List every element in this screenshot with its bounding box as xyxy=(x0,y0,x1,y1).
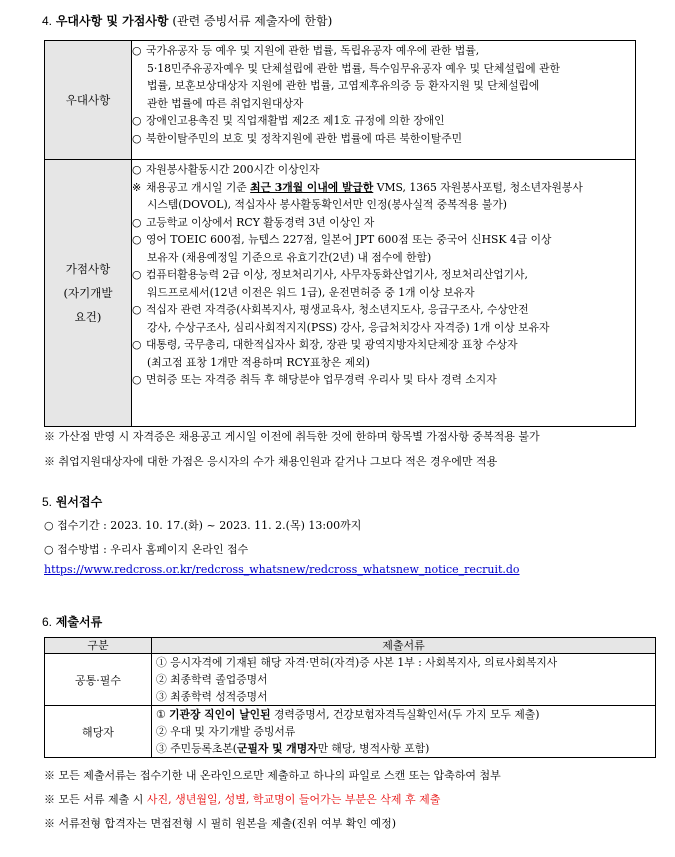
row-items-common xyxy=(152,654,656,706)
list-item: ① 응시자격에 기재된 해당 자격·면허(자격)증 사본 1부 : 사회복지사, 의료사회복지사 xyxy=(156,656,558,669)
row-label-common: 공통·필수 xyxy=(45,654,152,706)
list-item: 관한 법률에 따른 취업지원대상자 xyxy=(147,96,304,110)
list-item: ○ 고등학교 이상에서 RCY 활동경력 3년 이상인 자 xyxy=(132,215,375,229)
section-4-note-1: ※ 가산점 반영 시 자격증은 채용공고 게시일 이전에 취득한 것에 한하며 항목별 가점사항 중복적용 불가 xyxy=(44,430,540,443)
section-6-note-3: ※ 서류전형 합격자는 면접전형 시 필히 원본을 제출(진위 여부 확인 예정) xyxy=(44,817,397,830)
application-link[interactable]: https://www.redcross.or.kr/redcross_whatsnew/redcross_whatsnew_notice_recruit.do xyxy=(44,563,520,576)
bonus-label-sub: (자기개발 xyxy=(63,286,113,300)
section-6-title: 제출서류 xyxy=(55,615,103,629)
list-item: ○ 영어 TOEIC 600점, 뉴텝스 227점, 일본어 JPT 600점 또는 중국어 신HSK 4급 이상 xyxy=(132,233,552,246)
list-item: 법률, 보훈보상대상자 지원에 관한 법률, 고엽제후유의증 등 환자지원 및 단체설립에 xyxy=(147,79,540,92)
preference-label-cell xyxy=(45,41,132,160)
list-item: ○ 적십자 관련 자격증(사회복지사, 평생교육사, 청소년지도사, 응급구조사, 수상안전 xyxy=(132,303,529,316)
header-documents: 제출서류 xyxy=(152,638,656,654)
bonus-label: 가점사항 xyxy=(65,262,111,276)
section-6-note-2: ※ 모든 서류 제출 시 사진, 생년월일, 성별, 학교명이 들어가는 부분은 삭제 후 제출 xyxy=(44,793,441,806)
row-items-applicable xyxy=(152,706,656,758)
list-item: ○ 국가유공자 등 예우 및 지원에 관한 법률, 독립유공자 예우에 관한 법률, xyxy=(132,44,480,57)
list-item: ○ 북한이탈주민의 보호 및 정착지원에 관한 법률에 따른 북한이탈주민 xyxy=(132,131,463,145)
section-5-number: 5. xyxy=(42,495,53,509)
list-item: ③ 주민등록초본(군필자 및 개명자만 해당, 병적사항 포함) xyxy=(156,742,430,755)
bonus-label-sub2: 요건) xyxy=(74,310,102,324)
header-category: 구분 xyxy=(45,638,152,654)
section-4-title: 우대사항 및 가점사항 xyxy=(55,14,169,28)
documents-table xyxy=(44,637,656,758)
list-item: 워드프로세서(12년 이전은 워드 1급), 운전면허증 중 1개 이상 보유자 xyxy=(147,285,475,299)
emphasis-text: 군필자 및 개명자 xyxy=(237,742,318,755)
list-item: ○ 장애인고용촉진 및 직업재활법 제2조 제1호 규정에 의한 장애인 xyxy=(132,114,445,127)
list-item: ○ 대통령, 국무총리, 대한적십자사 회장, 장관 및 광역지방자치단체장 표창 수상자 xyxy=(132,338,518,351)
list-item: ② 최종학력 졸업증명서 xyxy=(156,673,268,686)
section-6-heading xyxy=(42,613,102,630)
list-item: 5·18민주유공자예우 및 단체설립에 관한 법률, 특수임무유공자 예우 및 단체설립에 관한 xyxy=(147,61,560,75)
table-row xyxy=(45,654,656,706)
section-6-note-1: ※ 모든 제출서류는 접수기한 내 온라인으로만 제출하고 하나의 파일로 스캔 또는 압축하여 첨부 xyxy=(44,769,501,782)
preference-label: 우대사항 xyxy=(65,93,111,107)
section-4-heading xyxy=(42,12,332,29)
preference-content-cell xyxy=(132,41,636,160)
bonus-row xyxy=(45,160,636,427)
list-item: ※ 채용공고 개시일 기준 최근 3개월 이내에 발급한 VMS, 1365 자원봉사포털, 청소년자원봉사 xyxy=(132,180,583,194)
documents-header-row xyxy=(45,638,656,654)
section-5-title: 원서접수 xyxy=(55,495,103,509)
preference-row xyxy=(45,41,636,160)
list-item: 시스템(DOVOL), 적십자사 봉사활동확인서만 인정(봉사실적 중복적용 불가) xyxy=(147,198,507,211)
row-label-applicable: 해당자 xyxy=(45,706,152,758)
emphasis-text: 기관장 직인이 날인된 xyxy=(169,708,271,721)
section-6-number: 6. xyxy=(42,615,53,629)
list-item: ① 기관장 직인이 날인된 경력증명서, 건강보험자격득실확인서(두 가지 모두 제출) xyxy=(156,708,540,721)
list-item: 강사, 수상구조사, 심리사회적지지(PSS) 강사, 응급처치강사 자격증) 1개 이상 보유자 xyxy=(147,320,550,334)
preference-table xyxy=(44,40,636,427)
emphasis-text: 최근 3개월 이내에 발급한 xyxy=(250,180,374,194)
section-5-heading xyxy=(42,493,102,510)
application-period: ○ 접수기간 : 2023. 10. 17.(화) ~ 2023. 11. 2.(목) 13:00까지 xyxy=(44,519,362,532)
list-item: ○ 컴퓨터활용능력 2급 이상, 정보처리기사, 사무자동화산업기사, 정보처리산업기사, xyxy=(132,268,528,281)
section-4-note-2: ※ 취업지원대상자에 대한 가점은 응시자의 수가 채용인원과 같거나 그보다 적은 경우에만 적용 xyxy=(44,455,498,468)
section-4-subtitle: (관련 증빙서류 제출자에 한함) xyxy=(172,14,333,28)
bonus-label-cell xyxy=(45,160,132,427)
list-item: ② 우대 및 자기개발 증빙서류 xyxy=(156,725,296,738)
section-4-number: 4. xyxy=(42,14,53,28)
list-item: ○ 자원봉사활동시간 200시간 이상인자 xyxy=(132,163,320,176)
list-item: (최고점 표창 1개만 적용하며 RCY표창은 제외) xyxy=(147,355,370,369)
application-method: ○ 접수방법 : 우리사 홈페이지 온라인 접수 xyxy=(44,543,249,556)
warning-text: 사진, 생년월일, 성별, 학교명이 들어가는 부분은 삭제 후 제출 xyxy=(146,793,441,806)
list-item: ③ 최종학력 성적증명서 xyxy=(156,690,268,703)
table-row xyxy=(45,706,656,758)
list-item: ○ 면허증 또는 자격증 취득 후 해당분야 업무경력 우리사 및 타사 경력 소지자 xyxy=(132,373,497,386)
list-item: 보유자 (채용예정일 기준으로 유효기간(2년) 내 점수에 한함) xyxy=(147,250,432,264)
bonus-content-cell xyxy=(132,160,636,427)
